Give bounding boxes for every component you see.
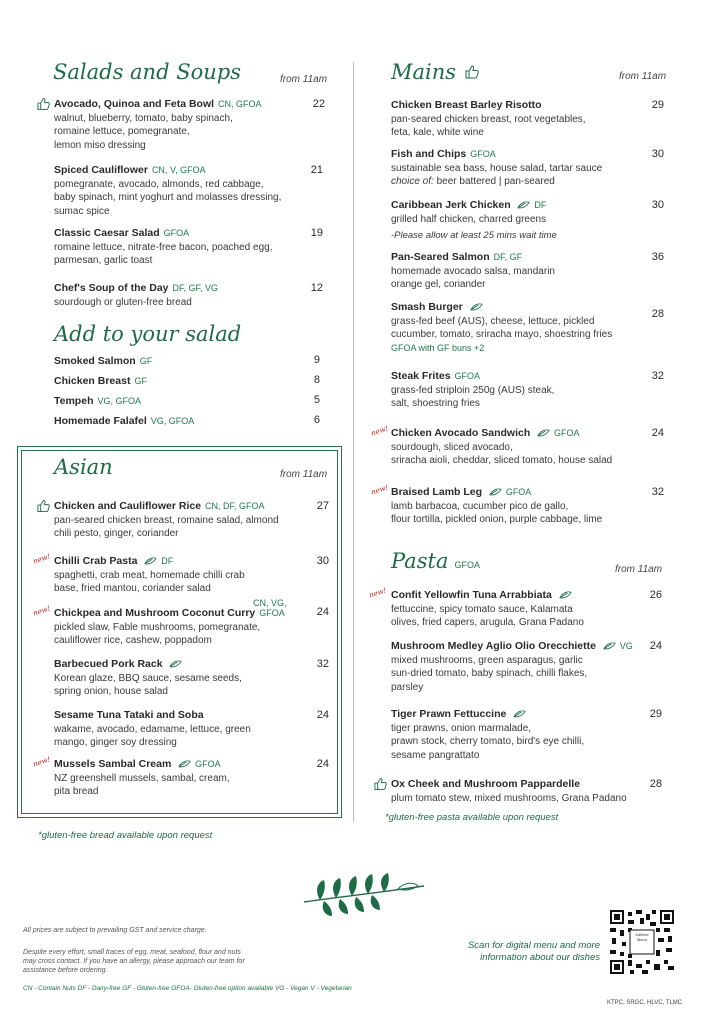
- thumbs-up-icon: [374, 777, 387, 791]
- menu-item-chicken-avocado-sandwich: Chicken Avocado Sandwich GFOA sourdough, sliced avocado, sriracha aioli, cheddar, sliced tomato, house salad: [391, 427, 613, 466]
- menu-item-chicken-cauliflower-rice: Chicken and Cauliflower Rice CN, DF, GFOA pan-seared chicken breast, romaine salad, almond chili pesto, ginger, coriander: [54, 500, 279, 539]
- location-codes: KTPC, SRGC, HLVC, TLMC: [607, 1000, 683, 1006]
- price: 28: [651, 308, 664, 320]
- qr-center-label: Jollibee Menu: [635, 932, 649, 942]
- addon-item: Homemade Falafel VG, GFOA: [54, 415, 195, 427]
- price: 29: [649, 708, 662, 720]
- asian-title: Asian: [54, 455, 113, 479]
- menu-item-soup: Chef's Soup of the Day DF, GF, VG sourdough or gluten-free bread: [54, 282, 219, 308]
- menu-item-jerk-chicken: Caribbean Jerk Chicken DF grilled half chicken, charred greens -Please allow at least 25 mins wait time: [391, 199, 557, 241]
- salads-title: Salads and Soups: [53, 60, 241, 84]
- addon-item: Tempeh VG, GFOA: [54, 395, 141, 407]
- price: 27: [316, 500, 329, 512]
- price: 8: [313, 374, 320, 386]
- gluten-free-pasta-note: *gluten-free pasta available upon request: [385, 812, 559, 823]
- menu-item-aglio-olio: Mushroom Medley Aglio Olio Orecchiette VG mixed mushrooms, green asparagus, garlic sun-dried tomato, baby spinach, chilli flakes, parsley: [391, 640, 633, 693]
- menu-item-pork-rack: Barbecued Pork Rack Korean glaze, BBQ sauce, sesame seeds, spring onion, house salad: [54, 658, 242, 697]
- price: 24: [316, 606, 329, 618]
- menu-item-lamb-leg: Braised Lamb Leg GFOA lamb barbacoa, cucumber pico de gallo, flour tortilla, pickled onion, purple cabbage, lime: [391, 486, 603, 525]
- leaf-icon: [559, 591, 572, 599]
- leaf-icon: [603, 642, 616, 650]
- qr-code[interactable]: [610, 910, 674, 974]
- menu-item-avocado-bowl: Avocado, Quinoa and Feta Bowl CN, GFOA walnut, blueberry, tomato, baby spinach, romaine lettuce, pomegranate, lemon miso dressing: [54, 98, 262, 151]
- menu-item-steak-frites: Steak Frites GFOA grass-fed striploin 250g (AUS) steak, salt, shoestring fries: [391, 370, 555, 409]
- scan-note: Scan for digital menu and more information about our dishes: [467, 940, 600, 963]
- mains-from: from 11am: [619, 71, 667, 82]
- price: 30: [651, 148, 664, 160]
- price: 30: [651, 199, 664, 211]
- new-badge: new!: [370, 483, 390, 497]
- leaf-icon: [470, 303, 483, 311]
- menu-item-smash-burger: Smash Burger grass-fed beef (AUS), cheese, lettuce, pickled cucumber, tomato, sriracha mayo, shoestring fries GFOA with GF buns +2: [391, 301, 613, 353]
- price: 12: [310, 282, 323, 294]
- price: 22: [312, 98, 325, 110]
- price: 29: [651, 99, 664, 111]
- menu-item-tuna-tataki: Sesame Tuna Tataki and Soba wakame, avocado, edamame, lettuce, green mango, ginger soy dressing: [54, 709, 251, 748]
- thumbs-up-icon: [37, 97, 50, 111]
- price: 24: [651, 427, 664, 439]
- leaf-icon: [517, 201, 530, 209]
- pasta-from: from 11am: [615, 564, 663, 575]
- price: 32: [651, 370, 664, 382]
- price: 9: [313, 354, 320, 366]
- menu-item-mussels: Mussels Sambal Cream GFOA NZ greenshell mussels, sambal, cream, pita bread: [54, 758, 230, 797]
- menu-item-caesar-salad: Classic Caesar Salad GFOA romaine lettuce, nitrate-free bacon, poached egg, parmesan, garlic toast: [54, 227, 273, 266]
- leaf-icon: [144, 557, 157, 565]
- new-badge: new!: [368, 586, 388, 600]
- price: 6: [313, 414, 320, 426]
- price: 24: [649, 640, 662, 652]
- menu-item-spiced-cauliflower: Spiced Cauliflower CN, V, GFOA pomegranate, avocado, almonds, red cabbage, baby spinach, mint yoghurt and molasses dressing, sumac spice: [54, 164, 282, 217]
- price: 32: [316, 658, 329, 670]
- price: 5: [313, 394, 320, 406]
- thumbs-up-icon: [465, 65, 479, 79]
- salads-from: from 11am: [280, 74, 328, 85]
- menu-item-chickpea-curry: Chickpea and Mushroom Coconut Curry GFOA pickled slaw, Fable mushrooms, pomegranate, cauliflower rice, cashew, poppadom: [54, 607, 285, 646]
- menu-item-ox-cheek: Ox Cheek and Mushroom Pappardelle plum tomato stew, mixed mushrooms, Grana Padano: [391, 778, 627, 804]
- price: 24: [316, 709, 329, 721]
- pasta-title: Pasta GFOA: [391, 549, 480, 573]
- column-divider: [353, 62, 354, 822]
- new-badge: new!: [32, 552, 52, 566]
- gluten-free-bread-note: *gluten-free bread available upon request: [38, 830, 213, 841]
- price: 30: [316, 555, 329, 567]
- price: 36: [651, 251, 664, 263]
- price: 19: [310, 227, 323, 239]
- asian-from: from 11am: [280, 469, 328, 480]
- price: 24: [316, 758, 329, 770]
- menu-item-salmon: Pan-Seared Salmon DF, GF homemade avocado salsa, mandarin orange gel, coriander: [391, 251, 555, 290]
- price: 21: [310, 164, 323, 176]
- new-badge: new!: [32, 604, 52, 618]
- price: 26: [649, 589, 662, 601]
- dietary-key: CN - Contain Nuts DF - Dairy-free GF - Gluten-free GFOA- Gluten-free option available VG - Vegan V - Vegetarian: [23, 985, 352, 992]
- price: 32: [651, 486, 664, 498]
- new-badge: new!: [32, 755, 52, 769]
- leaf-icon: [537, 429, 550, 437]
- leaf-icon: [489, 488, 502, 496]
- addon-item: Chicken Breast GF: [54, 375, 147, 387]
- menu-item-risotto: Chicken Breast Barley Risotto pan-seared chicken breast, root vegetables, feta, kale, white wine: [391, 99, 586, 138]
- leaf-icon: [169, 660, 182, 668]
- mains-title: Mains: [391, 60, 479, 84]
- gst-note: All prices are subject to prevailing GST and service charge.: [23, 927, 207, 934]
- tags-top: CN, VG,: [253, 598, 287, 608]
- thumbs-up-icon: [37, 499, 50, 513]
- addon-item: Smoked Salmon GF: [54, 355, 153, 367]
- menu-item-tiger-prawn: Tiger Prawn Fettuccine tiger prawns, onion marmalade, prawn stock, cherry tomato, bird's eye chilli, sesame pangrattato: [391, 708, 585, 761]
- menu-item-tuna-arrabbiata: Confit Yellowfin Tuna Arrabbiata fettuccine, spicy tomato sauce, Kalamata olives, fried capers, arugula, Grana Padano: [391, 589, 584, 628]
- price: 28: [649, 778, 662, 790]
- menu-item-chilli-crab-pasta: Chilli Crab Pasta DF spaghetti, crab meat, homemade chilli crab base, fried mantou, coriander salad: [54, 555, 245, 594]
- menu-item-fish-chips: Fish and Chips GFOA sustainable sea bass, house salad, tartar sauce choice of: beer battered | pan-seared: [391, 148, 603, 187]
- herb-sprig-icon: [300, 872, 428, 918]
- allergy-note: Despite every effort, small traces of egg, meat, seafood, flour and nuts may cross contact. If you have an allergy, please approach our team for assistance before ordering.: [23, 949, 245, 974]
- leaf-icon: [178, 760, 191, 768]
- new-badge: new!: [370, 424, 390, 438]
- leaf-icon: [513, 710, 526, 718]
- addons-title: Add to your salad: [54, 322, 242, 346]
